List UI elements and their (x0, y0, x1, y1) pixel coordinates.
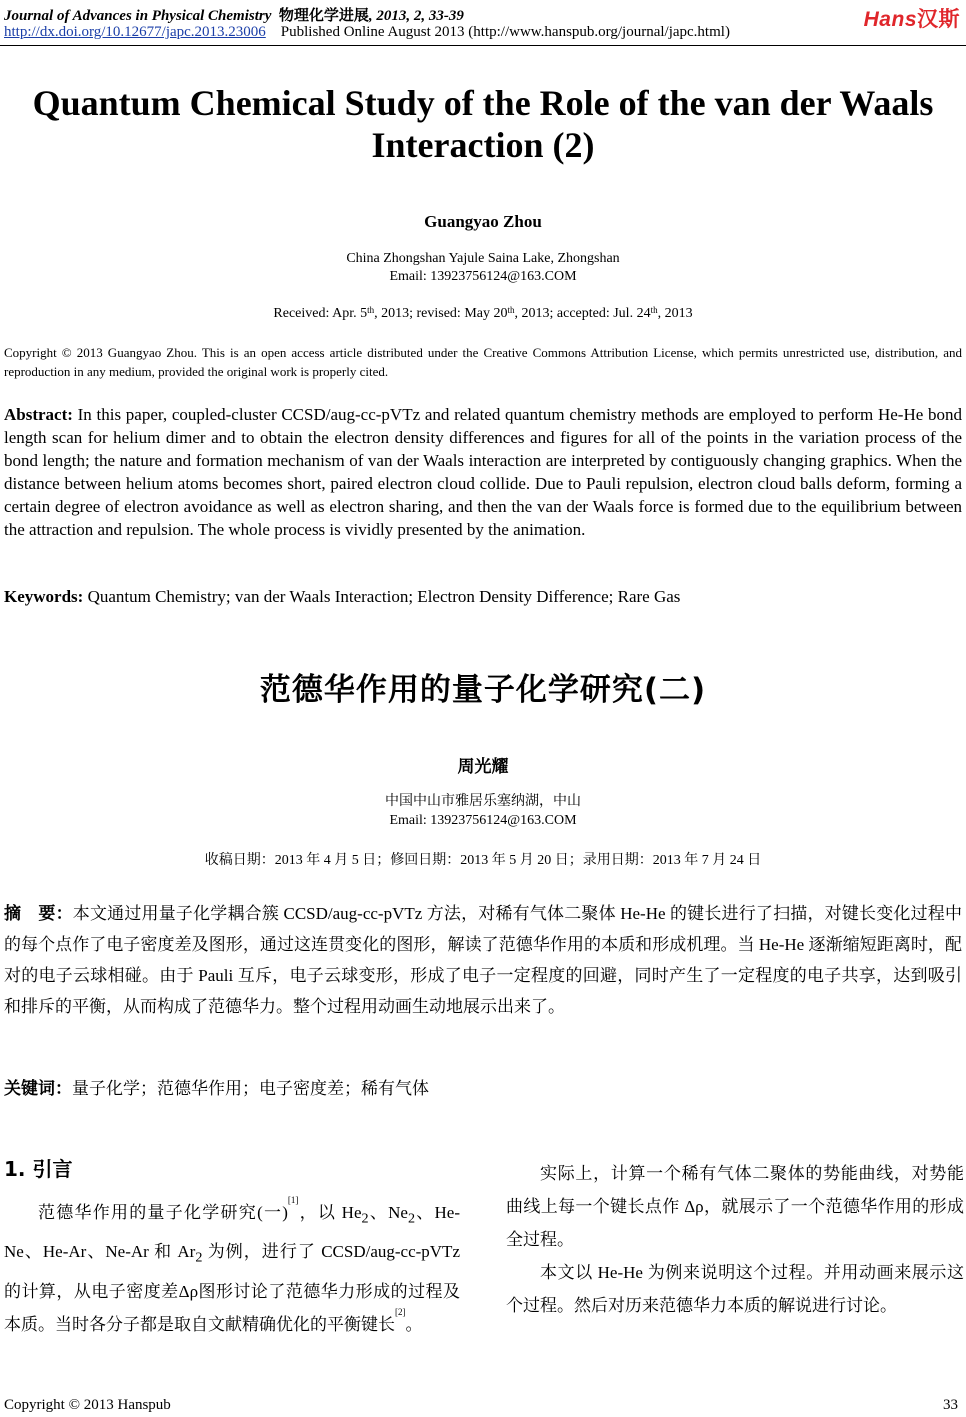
doi-line (4, 24, 730, 41)
cn-keywords (4, 1074, 429, 1099)
doi-link[interactable]: http://dx.doi.org/10.12677/japc.2013.23006 (4, 24, 266, 40)
subscript: 2 (361, 1210, 369, 1227)
abstract-text: In this paper, coupled-cluster CCSD/aug-cc-pVTz and related quantum chemistry methods are employed to perform He-He bond length scan for helium dimer and to obtain the electron density differences and figures for all of the points in the variation process of the bond length; the nature and formation mechanism of van der Waals interaction are interpreted by contiguously changing graphics. When the distance between helium atoms becomes short, paired electron cloud collide. Due to Pauli repulsion, electron cloud balls deform, forming a certain degree of electron avoidance as well as electron sharing, and then the van der Waals force is formed due to the equilibrium between the attraction and repulsion. The whole process is vividly presented by the animation. (4, 405, 962, 539)
keywords (4, 587, 962, 607)
right-paragraph-1: 实际上，计算一个稀有气体二聚体的势能曲线，对势能曲线上每一个键长点作 Δρ，就展示了一个范德华作用的形成全过程。 (506, 1164, 964, 1249)
cn-dates: 收稿日期：2013 年 4 月 5 日；修回日期：2013 年 5 月 20 日；录用日期：2013 年 7 月 24 日 (204, 853, 762, 868)
copyright-notice: Copyright © 2013 Guangyao Zhou. This is an open access article distributed under the Creative Commons Attribution License, which permits unrestricted use, distribution, and reproduction in any medium, provided the original work is properly cited. (4, 345, 962, 379)
header-rule (0, 45, 966, 46)
email: Email: 13923756124@163.COM (389, 269, 577, 284)
abstract-label: Abstract: (4, 405, 73, 424)
left-column (4, 1196, 460, 1341)
cn-author: 周光耀 (457, 757, 509, 776)
paper-title: Quantum Chemical Study of the Role of the van der Waals Interaction (2) (32, 83, 934, 165)
footer-copyright: Copyright © 2013 Hanspub (4, 1397, 171, 1413)
cn-keywords-text: 量子化学；范德华作用；电子密度差；稀有气体 (72, 1079, 429, 1098)
received-date: Received: Apr. 5 (273, 306, 368, 321)
cn-email: Email: 13923756124@163.COM (389, 813, 577, 828)
cn-abstract (4, 898, 962, 1022)
logo-latin: Hans (863, 8, 917, 31)
left-text-c: 、Ne (368, 1203, 408, 1222)
revised-date: , 2013; revised: May 20 (374, 306, 508, 321)
dates-tail: , 2013 (657, 306, 693, 321)
subscript: 2 (195, 1249, 203, 1266)
cn-abstract-label: 摘 要： (4, 904, 73, 923)
citation-1[interactable]: [1] (287, 1195, 299, 1205)
left-text-b: ，以 He (298, 1203, 362, 1222)
affiliation-block (0, 250, 966, 286)
page-number: 33 (943, 1397, 958, 1413)
right-paragraph-2: 本文以 He-He 为例来说明这个过程。并用动画来展示这个过程。然后对历来范德华力本质的解说进行讨论。 (506, 1263, 964, 1315)
journal-name-cn: 物理化学进展 (278, 8, 369, 24)
journal-name: Journal of Advances in Physical Chemistry (4, 8, 272, 24)
revised-sup: th (507, 305, 515, 315)
journal-volume: , 2013, 2, 33-39 (368, 8, 464, 24)
journal-header (4, 4, 464, 25)
subscript: 2 (407, 1210, 416, 1227)
dates-line (0, 306, 966, 322)
received-sup: th (367, 305, 375, 315)
logo-cn: 汉斯 (917, 8, 960, 31)
cn-title: 范德华作用的量子化学研究(二) (259, 672, 707, 708)
left-paragraph (4, 1196, 460, 1341)
published-info: Published Online August 2013 (http://www.hanspub.org/journal/japc.html) (280, 24, 730, 40)
left-text-d: 、He-Ne、He-Ar、Ne-Ar 和 Ar (4, 1203, 461, 1262)
citation-2[interactable]: [2] (395, 1306, 406, 1317)
cn-abstract-text: 本文通过用量子化学耦合簇 CCSD/aug-cc-pVTz 方法，对稀有气体二聚体 He-He 的键长进行了扫描，对键长变化过程中的每个点作了电子密度差及图形，通过这连贯变化的图形，解读了范德华作用的本质和形成机理。当 He-He 逐渐缩短距离时，配对的电子云球相碰。由于 Pauli 互斥，电子云球变形，形成了电子一定程度的回避，同时产生了一定程度的电子共享，达到吸引和排斥的平衡，从而构成了范德华力。整个过程用动画生动地展示出来了。 (4, 904, 963, 1016)
left-text-e: 为例，进行了 CCSD/aug-cc-pVTz 的计算，从电子密度差Δρ图形讨论了范德华力形成的过程及本质。当时各分子都是取自文献精确优化的平衡键长 (4, 1242, 460, 1334)
cn-keywords-label: 关键词： (4, 1079, 72, 1098)
keywords-label: Keywords: (4, 587, 84, 606)
cn-affiliation: 中国中山市雅居乐塞纳湖，中山 (385, 794, 581, 809)
abstract (4, 403, 962, 541)
cn-affiliation-block (0, 792, 966, 830)
left-text-f: 。 (405, 1314, 423, 1334)
accepted-date: , 2013; accepted: Jul. 24 (514, 306, 651, 321)
author-name: Guangyao Zhou (424, 212, 542, 231)
keywords-text: Quantum Chemistry; van der Waals Interaction; Electron Density Difference; Rare Gas (83, 587, 681, 606)
accepted-sup: th (650, 305, 658, 315)
affiliation: China Zhongshan Yajule Saina Lake, Zhongshan (346, 251, 620, 266)
hans-logo (864, 3, 960, 33)
section-heading: 1. 引言 (4, 1157, 73, 1181)
left-text-a: 范德华作用的量子化学研究(一) (38, 1203, 288, 1222)
right-column (506, 1157, 964, 1322)
